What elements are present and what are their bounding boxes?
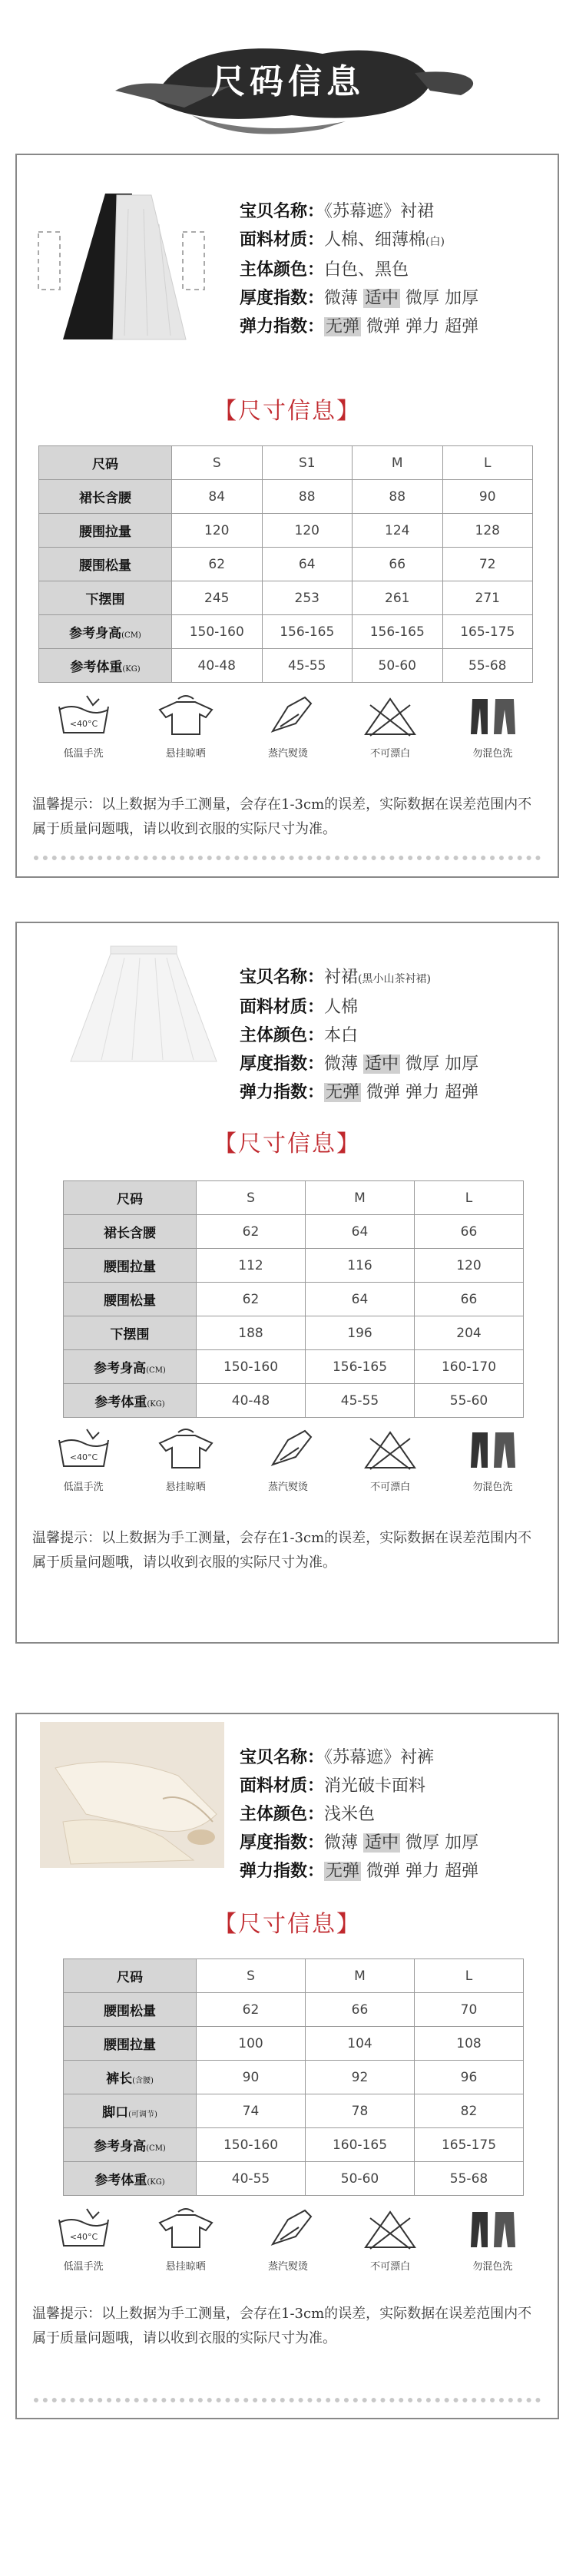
- info-elasticity: 弹力指数：无弹 微弹 弹力 超弹: [240, 316, 479, 336]
- product-card-3: [15, 1713, 559, 2419]
- care-item: 蒸汽熨烫: [250, 693, 326, 760]
- care-item: 悬挂晾晒: [147, 2206, 224, 2273]
- table-row: 腰围拉量 112 116 120: [64, 1249, 524, 1283]
- table-row: 下摆围 188 196 204: [64, 1316, 524, 1350]
- product-info: [240, 1743, 478, 1886]
- no-bleach-icon: [359, 1426, 421, 1472]
- table-row: 参考体重(KG) 40-55 50-60 55-68: [64, 2162, 524, 2196]
- hang-dry-icon: [155, 693, 217, 739]
- steam-iron-icon: [257, 2206, 319, 2252]
- table-header-row: 尺码 S M L: [64, 1181, 524, 1215]
- product-info: [240, 963, 478, 1107]
- size-info-subtitle: 【尺寸信息】: [214, 1131, 361, 1157]
- table-header-row: 尺码 S M L: [64, 1959, 524, 1993]
- care-tip: 温馨提示：以上数据为手工测量，会存在1-3cm的误差，实际数据在误差范围内不属于质量问题哦，请以收到衣服的实际尺寸为准。: [32, 2306, 532, 2346]
- info-name: 宝贝名称：衬裙(黑小山茶衬裙): [240, 967, 431, 987]
- dotted-divider: [34, 856, 541, 860]
- dotted-divider: [34, 2398, 541, 2402]
- svg-text:<40°C: <40°C: [69, 1452, 98, 1462]
- product-image-skirts: [32, 178, 209, 347]
- info-color: 主体颜色：本白: [240, 1025, 359, 1045]
- table-row: 参考身高(CM) 150-160 156-165 156-165 165-175: [39, 615, 533, 649]
- size-table: [63, 1958, 524, 2196]
- care-item: 悬挂晾晒: [147, 693, 224, 760]
- hand-wash-icon: [53, 1426, 114, 1472]
- steam-iron-icon: [257, 693, 319, 739]
- table-row: 下摆围 245 253 261 271: [39, 581, 533, 615]
- care-item: 不可漂白: [352, 693, 429, 760]
- hang-dry-icon: [155, 1426, 217, 1472]
- care-item: <40°C 低温手洗: [45, 693, 122, 760]
- info-material: 面料材质：消光破卡面料: [240, 1776, 426, 1796]
- size-info-subtitle: 【尺寸信息】: [214, 398, 361, 425]
- separate-wash-icon: [462, 693, 523, 739]
- table-row: 裤长(含腰) 90 92 96: [64, 2061, 524, 2094]
- size-table: [63, 1180, 524, 1418]
- care-item: 勿混色洗: [454, 1426, 531, 1493]
- product-card-1: [15, 154, 559, 878]
- info-name: 宝贝名称：《苏幕遮》衬裙: [240, 201, 435, 221]
- hand-wash-icon: [53, 693, 114, 739]
- info-name: 宝贝名称：《苏幕遮》衬裤: [240, 1747, 435, 1767]
- info-thickness: 厚度指数：微薄 适中 微厚 加厚: [240, 1833, 479, 1853]
- info-elasticity: 弹力指数：无弹 微弹 弹力 超弹: [240, 1861, 479, 1881]
- svg-text:<40°C: <40°C: [69, 719, 98, 729]
- separate-wash-icon: [462, 2206, 523, 2252]
- care-item: 蒸汽熨烫: [250, 1426, 326, 1493]
- product-info: [240, 197, 478, 341]
- hang-dry-icon: [155, 2206, 217, 2252]
- care-item: 蒸汽熨烫: [250, 2206, 326, 2273]
- table-row: 脚口(可调节) 74 78 82: [64, 2094, 524, 2128]
- table-row: 腰围拉量 120 120 124 128: [39, 514, 533, 548]
- table-row: 腰围拉量 100 104 108: [64, 2027, 524, 2061]
- table-row: 裙长含腰 84 88 88 90: [39, 480, 533, 514]
- table-row: 参考体重(KG) 40-48 45-55 50-60 55-68: [39, 649, 533, 683]
- hand-wash-icon: [53, 2206, 114, 2252]
- care-item: 勿混色洗: [454, 2206, 531, 2273]
- care-item: 勿混色洗: [454, 693, 531, 760]
- table-row: 裙长含腰 62 64 66: [64, 1215, 524, 1249]
- info-color: 主体颜色：浅米色: [240, 1804, 376, 1824]
- table-row: 腰围松量 62 64 66: [64, 1283, 524, 1316]
- care-item: <40°C 低温手洗: [45, 1426, 122, 1493]
- care-tip: 温馨提示：以上数据为手工测量，会存在1-3cm的误差，实际数据在误差范围内不属于质量问题哦，请以收到衣服的实际尺寸为准。: [32, 1530, 532, 1571]
- table-row: 参考体重(KG) 40-48 45-55 55-60: [64, 1384, 524, 1418]
- product-image-white-skirt: [63, 939, 224, 1069]
- product-card-2: [15, 922, 559, 1644]
- info-elasticity: 弹力指数：无弹 微弹 弹力 超弹: [240, 1082, 479, 1102]
- care-instructions: [32, 2206, 544, 2273]
- product-image-pants: [40, 1722, 224, 1868]
- table-row: 腰围松量 62 64 66 72: [39, 548, 533, 581]
- table-row: 腰围松量 62 66 70: [64, 1993, 524, 2027]
- no-bleach-icon: [359, 2206, 421, 2252]
- table-row: 参考身高(CM) 150-160 160-165 165-175: [64, 2128, 524, 2162]
- separate-wash-icon: [462, 1426, 523, 1472]
- care-instructions: [32, 693, 544, 760]
- care-item: 不可漂白: [352, 2206, 429, 2273]
- care-item: 悬挂晾晒: [147, 1426, 224, 1493]
- info-color: 主体颜色：白色、黑色: [240, 260, 409, 280]
- table-header-row: 尺码 S S1 M L: [39, 446, 533, 480]
- no-bleach-icon: [359, 693, 421, 739]
- care-tip: 温馨提示：以上数据为手工测量，会存在1-3cm的误差，实际数据在误差范围内不属于质量问题哦，请以收到衣服的实际尺寸为准。: [32, 796, 532, 837]
- info-material: 面料材质：人棉: [240, 997, 359, 1017]
- info-material: 面料材质：人棉、细薄棉(白): [240, 230, 445, 250]
- care-instructions: [32, 1426, 544, 1493]
- banner-title: 尺码信息: [211, 62, 365, 101]
- care-item: <40°C 低温手洗: [45, 2206, 122, 2273]
- steam-iron-icon: [257, 1426, 319, 1472]
- size-table: [38, 445, 533, 683]
- svg-text:<40°C: <40°C: [69, 2232, 98, 2242]
- table-row: 参考身高(CM) 150-160 156-165 160-170: [64, 1350, 524, 1384]
- size-info-subtitle: 【尺寸信息】: [214, 1911, 361, 1938]
- care-item: 不可漂白: [352, 1426, 429, 1493]
- info-thickness: 厚度指数：微薄 适中 微厚 加厚: [240, 288, 479, 308]
- info-thickness: 厚度指数：微薄 适中 微厚 加厚: [240, 1054, 479, 1074]
- header-banner: [0, 0, 576, 154]
